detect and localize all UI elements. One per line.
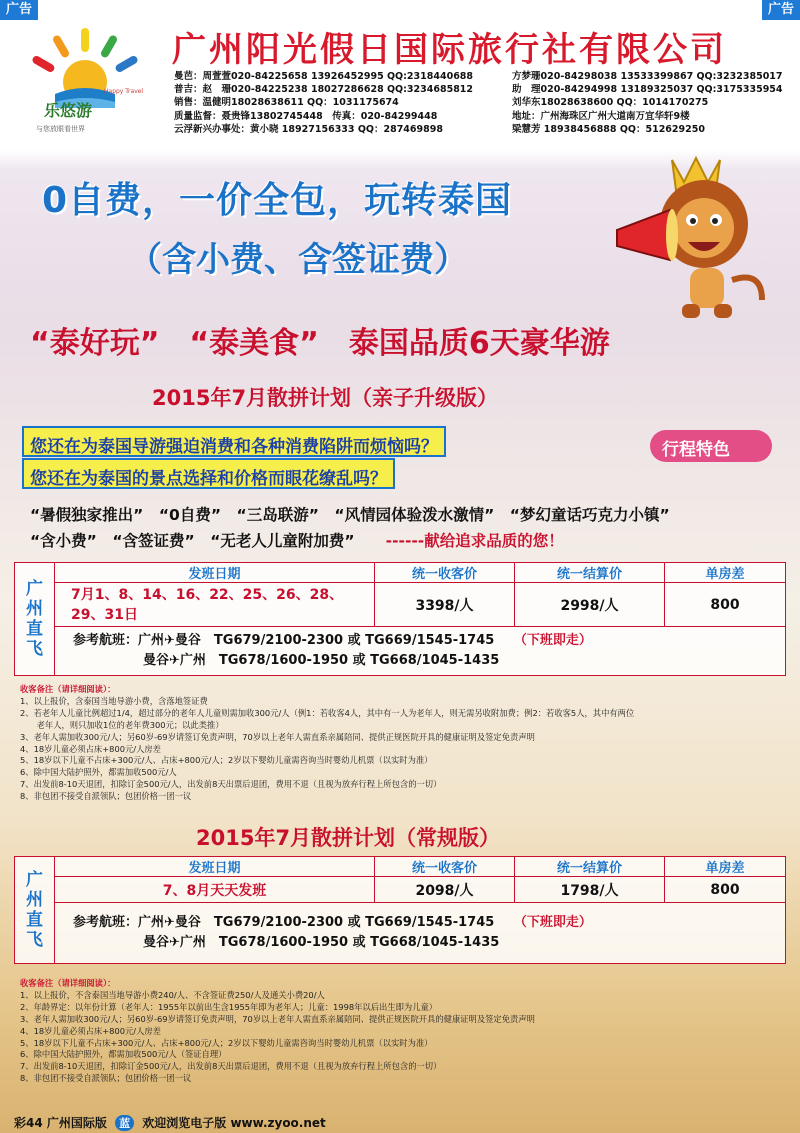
table-header-row xyxy=(15,563,786,583)
highlights xyxy=(30,502,670,554)
col-price: 统一收客价 xyxy=(375,563,515,583)
plan1-title: 2015年7月散拼计划（亲子升级版） xyxy=(152,386,499,410)
highlights-line-1: “暑假独家推出” “0自费” “三岛联游” “风情园体验泼水激情” “梦幻童话巧克力小镇” xyxy=(30,506,670,524)
lion-mascot-icon xyxy=(612,150,777,325)
settle-cell: 1798/人 xyxy=(515,877,665,903)
contact-row: 销售：温健明18028638611 QQ：1031175674 刘华东18028638600 QQ：1014170275 xyxy=(174,97,709,109)
contact-row: 普吉：赵 珊020-84225238 18027286628 QQ:3234685812 助 理020-84294998 13189325037 QQ:3175335954 xyxy=(174,84,783,96)
highlights-line-2: “含小费” “含签证费” “无老人儿童附加费” ------献给追求品质的您！ xyxy=(30,532,564,550)
footer-site[interactable]: 欢迎浏览电子版 www.zyoo.net xyxy=(142,1116,326,1130)
gift-text: ------献给追求品质的您！ xyxy=(385,532,564,550)
note-line: 7、出发前8-10天退团，扣除订金500元/人，出发前8天出票后退团，费用不退（且视为放弃行程上所包含的一切） xyxy=(20,779,442,790)
single-cell: 800 xyxy=(665,877,786,903)
tagline: “泰好玩” “泰美食” 泰国品质6天豪华游 xyxy=(30,326,610,361)
table-row xyxy=(15,583,786,627)
col-single: 单房差 xyxy=(665,857,786,877)
note-line: 老年人，则只加收1位的老年费300元；以此类推） xyxy=(20,719,224,730)
contact-row: 质量监督：聂贵锋13802745448 传真：020-84299448 地址：广州海珠区广州大道南万宜华轩9楼 xyxy=(174,110,690,122)
route-cell: 广州直飞 xyxy=(15,563,55,676)
logo-english: Happy Travel xyxy=(104,88,144,95)
table-row xyxy=(15,877,786,903)
logo-name: 乐悠游 xyxy=(44,101,93,120)
dates-cell: 7月1、8、14、16、22、25、26、28、29、31日 xyxy=(55,583,375,627)
headline-sub: （含小费、含签证费） xyxy=(128,240,468,280)
table-header-row xyxy=(15,857,786,877)
notes2-title: 收客备注（请详细阅读）： xyxy=(20,978,116,988)
dates-cell: 7、8月天天发班 xyxy=(55,877,375,903)
note-line: 4、18岁儿童必须占床+800元/人房差 xyxy=(20,743,161,754)
note-line: 2、若老年人儿童比例超过1/4，超过部分的老年人儿童则需加收300元/人（例1：若收客4人，其中有一人为老年人，则无需另收附加费；例2：若收客5人，其中有两位 xyxy=(20,707,635,718)
note-line: 2、年龄界定：以年份计算（老年人：1955年以前出生含1955年即为老年人；儿童：1998年以后出生即为儿童） xyxy=(20,1001,438,1012)
col-single: 单房差 xyxy=(665,563,786,583)
plan1-price-table xyxy=(14,562,786,676)
price-cell: 3398/人 xyxy=(375,583,515,627)
question-box-2: 您还在为泰国的景点选择和价格而眼花缭乱吗？ xyxy=(22,458,395,489)
logo-slogan: 与您放眼看世界 xyxy=(36,125,85,133)
notes1 xyxy=(20,684,790,803)
note-line: 5、18岁以下儿童不占床+300元/人、占床+800元/人；2岁以下婴幼儿童需咨询当时婴幼儿机票（以实时为准） xyxy=(20,755,433,766)
flights-row xyxy=(15,627,786,676)
note-line: 1、以上报价，含泰国当地导游小费，含落地签证费 xyxy=(20,695,208,706)
footer-page: 彩44 xyxy=(14,1116,43,1130)
question-box-1: 您还在为泰国导游强迫消费和各种消费陷阱而烦恼吗？ xyxy=(22,426,446,457)
note-line: 7、出发前8-10天退团，扣除订金500元/人，出发前8天出票后退团，费用不退（且视为放弃行程上所包含的一切） xyxy=(20,1061,442,1072)
company-name: 广州阳光假日国际旅行社有限公司 xyxy=(172,30,727,70)
col-date: 发班日期 xyxy=(55,857,375,877)
col-settle: 统一结算价 xyxy=(515,563,665,583)
note-line: 1、以上报价，不含泰国当地导游小费240/人、不含签证费250/人及通关小费20/人 xyxy=(20,989,325,1000)
route-cell: 广州直飞 xyxy=(15,857,55,964)
note-line: 3、老年人需加收300元/人；另60岁-69岁请签订免责声明，70岁以上老年人需直系亲属陪同、提供正规医院开具的健康证明及签定免责声明 xyxy=(20,731,535,742)
contact-row: 曼芭：周萱萱020-84225658 13926452995 QQ:2318440688 方梦珊020-84298038 13533399867 QQ:3232385017 xyxy=(174,71,783,82)
contact-row: 云浮新兴办事处：黄小晓 18927156333 QQ：287469898 梁慧芳 18938456888 QQ：512629250 xyxy=(174,123,705,135)
ad-tag-left: 广告 xyxy=(0,0,38,20)
footer xyxy=(0,1110,800,1133)
note-line: 6、除中国大陆护照外，都需加收500元/人（签证自理） xyxy=(20,1049,227,1060)
settle-cell: 2998/人 xyxy=(515,583,665,627)
headline-main: 0自费，一价全包，玩转泰国 xyxy=(42,180,513,221)
ad-tag-right: 广告 xyxy=(762,0,800,20)
note-line: 8、非包团不接受自派领队；包团价格一团一议 xyxy=(20,1073,192,1084)
price-cell: 2098/人 xyxy=(375,877,515,903)
notes2 xyxy=(20,978,790,1085)
footer-section: 广州国际版 xyxy=(46,1116,107,1130)
plan2-title: 2015年7月散拼计划（常规版） xyxy=(196,826,501,850)
note-line: 3、老年人需加收300元/人；另60岁-69岁请签订免责声明，70岁以上老年人需直系亲属陪同、提供正规医院开具的健康证明及签定免责声明 xyxy=(20,1013,535,1024)
footer-mark: 蓝 xyxy=(115,1115,134,1131)
feature-badge: 行程特色 xyxy=(650,430,772,462)
note-line: 8、非包团不接受自派领队；包团价格一团一议 xyxy=(20,791,192,802)
contact-list xyxy=(174,70,794,136)
single-cell: 800 xyxy=(665,583,786,627)
flights-cell: 参考航班：广州✈曼谷 TG679/2100-2300 或 TG669/1545-1745 （下班即走） 曼谷✈广州 TG678/1600-1950 或 TG668/1045-1435 xyxy=(55,903,786,964)
col-settle: 统一结算价 xyxy=(515,857,665,877)
flights-row xyxy=(15,903,786,964)
plan2-price-table xyxy=(14,856,786,964)
note-line: 5、18岁以下儿童不占床+300元/人、占床+800元/人；2岁以下婴幼儿童需咨询当时婴幼儿机票（以实时为准） xyxy=(20,1037,433,1048)
col-price: 统一收客价 xyxy=(375,857,515,877)
notes1-title: 收客备注（请详细阅读）： xyxy=(20,684,116,694)
col-date: 发班日期 xyxy=(55,563,375,583)
note-line: 4、18岁儿童必须占床+800元/人房差 xyxy=(20,1025,161,1036)
flights-cell: 参考航班：广州✈曼谷 TG679/2100-2300 或 TG669/1545-1745 （下班即走） 曼谷✈广州 TG678/1600-1950 或 TG668/1045-1435 xyxy=(55,627,786,676)
note-line: 6、除中国大陆护照外，都需加收500元/人 xyxy=(20,767,177,778)
